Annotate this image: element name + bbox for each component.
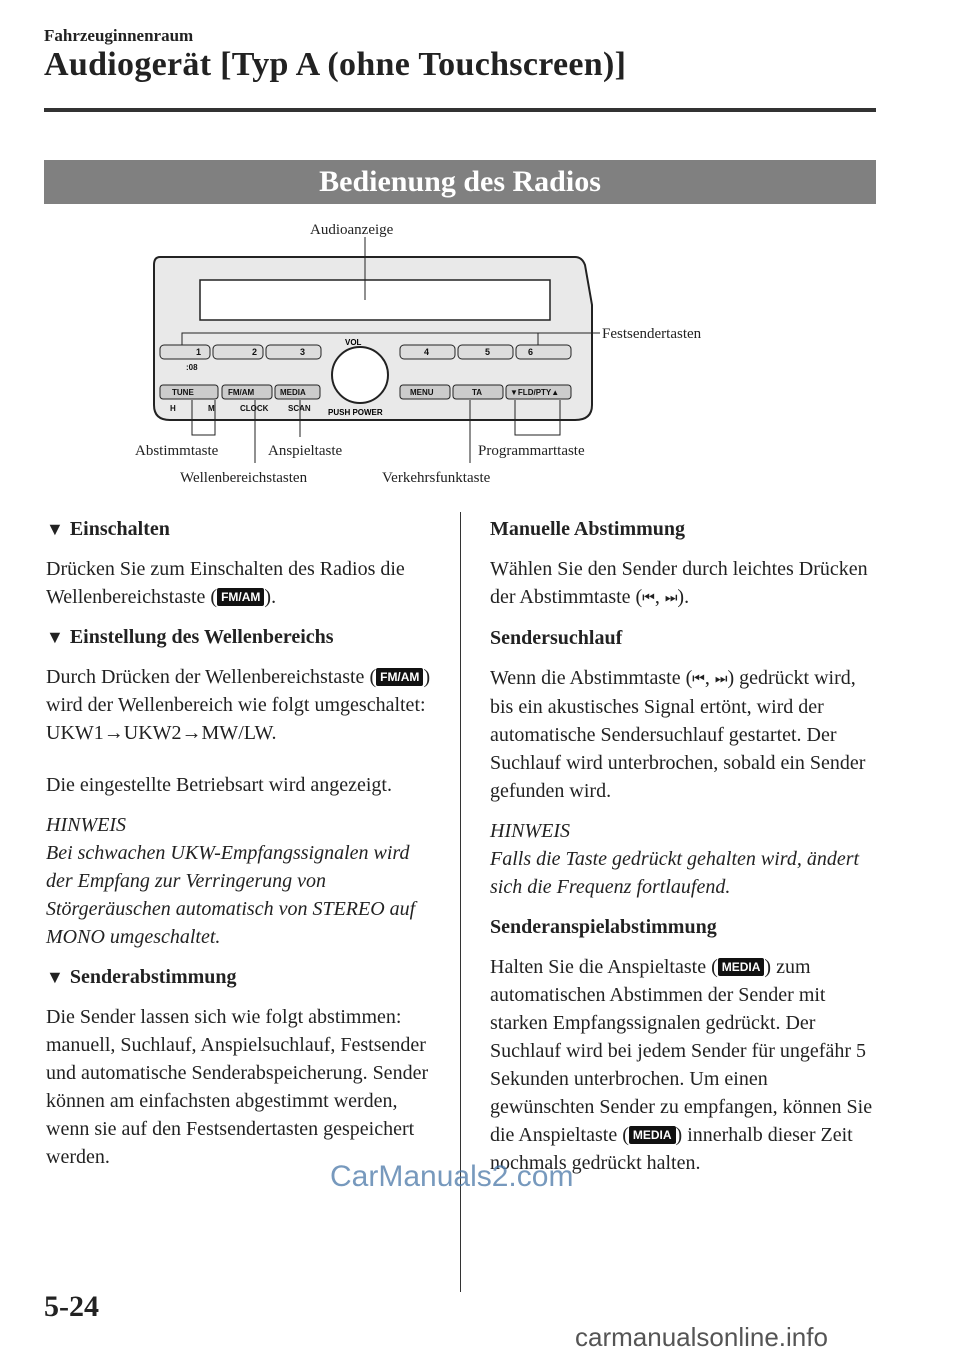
vol-label: VOL [345, 338, 362, 347]
paragraph-betriebsart: Die eingestellte Betriebsart wird angezeigt. [46, 774, 392, 796]
watermark-carmanualsonline: carmanualsonline.info [575, 1322, 828, 1352]
fm-am-label: FM/AM [228, 388, 255, 397]
right-column [490, 515, 875, 1189]
ta-label: TA [472, 388, 483, 397]
fm-am-button-icon: FM/AM [217, 588, 264, 606]
skip-forward-icon: ⏭ [664, 590, 678, 606]
preset-label-3: 3 [300, 347, 306, 357]
audio-unit-figure [120, 215, 760, 495]
h-label: H [170, 404, 176, 413]
heading-manuelle-abstimmung: Manuelle Abstimmung [490, 518, 686, 540]
page-number: 5-24 [44, 1290, 99, 1323]
fld-pty-label: ▼FLD/PTY▲ [510, 388, 560, 397]
heading-senderanspielabstimmung: Senderanspielabstimmung [490, 916, 717, 938]
paragraph-sendersuchlauf: Wenn die Abstimmtaste (⏮, ⏭) gedrückt wird, bis ein akustisches Signal ertönt, wird der automatische Sendersuchlauf gestartet. Der Suchlauf wird unterbrochen, sobald ein Sender gefunden wird. [490, 667, 866, 802]
paragraph-senderabstimmung: Die Sender lassen sich wie folgt abstimmen: manuell, Suchlauf, Anspielsuchlauf, Festsender und automatische Senderabspeicherung. Sender können am einfachsten abgestimmt werden, wenn sie auf den Festsendertasten gespeichert werden. [46, 1006, 429, 1168]
skip-forward-icon: ⏭ [714, 671, 728, 687]
section-banner: Bedienung des Radios [44, 160, 876, 204]
preset-label-4: 4 [424, 347, 430, 357]
preset-label-2: 2 [252, 347, 258, 357]
push-power-label: PUSH POWER [328, 408, 383, 417]
skip-back-icon: ⏮ [692, 671, 705, 687]
preset-label-6: 6 [528, 347, 534, 357]
heading-senderabstimmung: ▼ Senderabstimmung [46, 966, 237, 988]
heading-wellenbereich: ▼ Einstellung des Wellenbereichs [46, 626, 334, 648]
triangle-bullet-icon: ▼ [46, 967, 64, 987]
time-readout: :08 [186, 363, 198, 372]
preset-label-1: 1 [196, 347, 202, 357]
preset-button-6[interactable] [516, 345, 571, 359]
paragraph-einschalten: Drücken Sie zum Einschalten des Radios die Wellenbereichstaste ( FM/AM ). [46, 558, 405, 608]
chapter-label: Fahrzeuginnenraum [44, 26, 194, 45]
scan-label: SCAN [288, 404, 311, 413]
heading-sendersuchlauf: Sendersuchlauf [490, 627, 623, 649]
tune-label: TUNE [172, 388, 194, 397]
paragraph-manuelle-abstimmung: Wählen Sie den Sender durch leichtes Drücken der Abstimmtaste (⏮, ⏭). [490, 555, 875, 612]
page-title: Audiogerät [Typ A (ohne Touchscreen)] [44, 46, 627, 83]
paragraph-wellenbereich: Durch Drücken der Wellenbereichstaste ( FM/AM ) wird der Wellenbereich wie folgt umgeschaltet: UKW1→UKW2→MW/LW. [46, 666, 431, 744]
audio-display [200, 280, 550, 320]
media-button-icon: MEDIA [629, 1126, 676, 1144]
note-label: HINWEIS [490, 820, 570, 842]
fm-am-button-icon: FM/AM [376, 668, 423, 686]
heading-einschalten: ▼ Einschalten [46, 518, 170, 540]
callout-audio-display: Audioanzeige [310, 222, 394, 238]
paragraph-senderanspielabstimmung: Halten Sie die Anspieltaste ( MEDIA ) zum automatischen Abstimmen der Sender mit starken Empfangssignalen gedrückt. Der Suchlauf wird bei jedem Sender für ungefähr 5 Sekunden unterbrochen. Um einen gewünschten Sender zu empfangen, können Sie die Anspieltaste ( MEDIA ) innerhalb dieser Zeit nochmals gedrückt halten. [490, 956, 873, 1174]
watermark-carmanuals2: CarManuals2.com [330, 1160, 574, 1193]
callout-preset-buttons: Festsendertasten [602, 326, 702, 342]
media-button-icon: MEDIA [718, 958, 765, 976]
callout-band-buttons: Wellenbereichstasten [180, 470, 308, 486]
triangle-bullet-icon: ▼ [46, 627, 64, 647]
left-column [46, 515, 431, 1183]
note-text: Falls die Taste gedrückt gehalten wird, ändert sich die Frequenz fortlaufend. [490, 848, 860, 898]
menu-label: MENU [410, 388, 434, 397]
clock-label: CLOCK [240, 404, 269, 413]
triangle-bullet-icon: ▼ [46, 519, 64, 539]
note-text: Bei schwachen UKW-Empfangssignalen wird der Empfang zur Verringerung von Störgeräuschen automatisch von STEREO auf MONO umgeschaltet. [46, 842, 416, 948]
preset-button-1[interactable] [160, 345, 210, 359]
callout-program-type-button: Programmarttaste [478, 443, 585, 459]
media-label: MEDIA [280, 388, 306, 397]
note-label: HINWEIS [46, 814, 126, 836]
title-rule [44, 108, 876, 112]
preset-button-3[interactable] [266, 345, 321, 359]
preset-label-5: 5 [485, 347, 491, 357]
callout-traffic-button: Verkehrsfunktaste [382, 470, 491, 486]
volume-knob[interactable] [332, 347, 388, 403]
skip-back-icon: ⏮ [642, 590, 655, 606]
m-label: M [208, 404, 215, 413]
callout-tuning-button: Abstimmtaste [135, 443, 219, 459]
callout-scan-button: Anspieltaste [268, 443, 343, 459]
